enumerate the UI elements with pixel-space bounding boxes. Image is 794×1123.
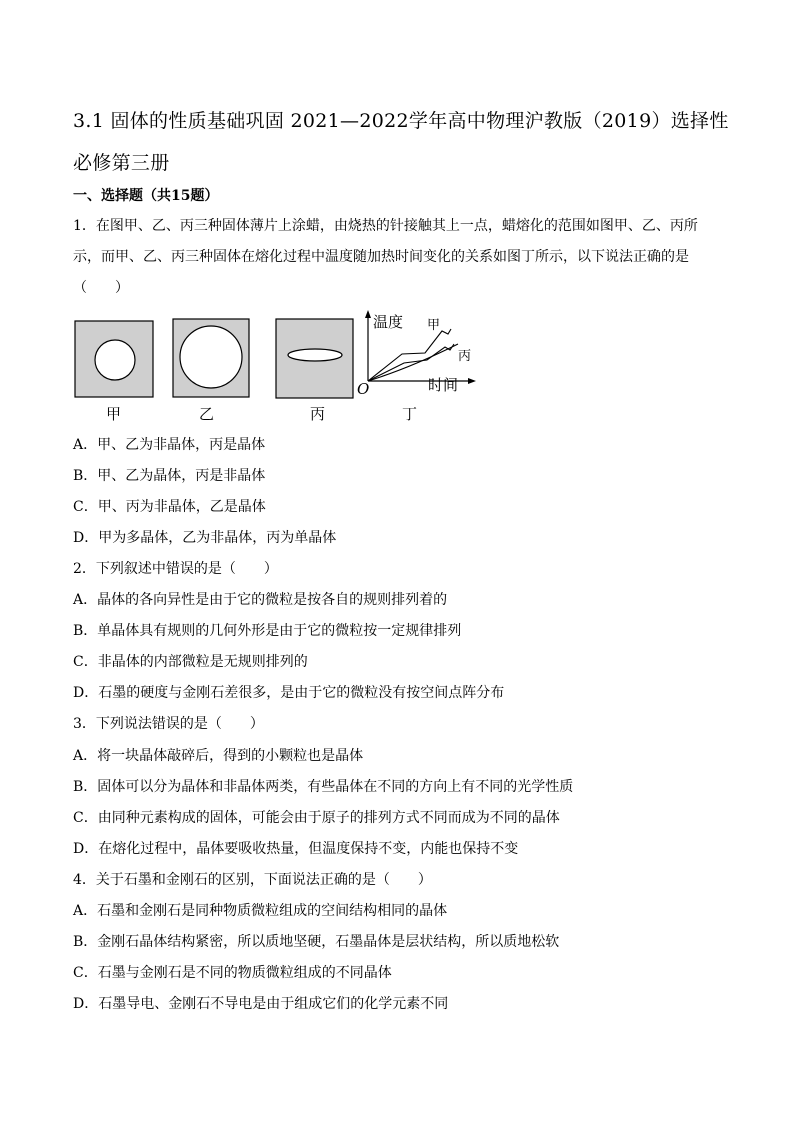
q2-option-c: C．非晶体的内部微粒是无规则排列的: [73, 654, 308, 670]
q3-option-a: A．将一块晶体敲碎后，得到的小颗粒也是晶体: [73, 748, 364, 764]
x-axis-arrow: [468, 378, 476, 384]
q3-option-c: C．由同种元素构成的固体，可能会由于原子的排列方式不同而成为不同的晶体: [73, 810, 560, 826]
question-3-stem: 3．下列说法错误的是（ ）: [73, 716, 264, 732]
question-1-stem: 1．在图甲、乙、丙三种固体薄片上涂蜡，由烧热的针接触其上一点，蜡熔化的范围如图甲、乙、丙所示，而甲、乙、丙三种固体在熔化过程中温度随加热时间变化的关系如图丁所示，以下说法正确的是（ ）: [73, 218, 698, 296]
melt-ellipse: [288, 349, 342, 361]
figure-label-jia: 甲: [106, 405, 122, 423]
q4-option-d: D．石墨导电、金刚石不导电是由于组成它们的化学元素不同: [73, 996, 449, 1012]
q1-option-a: A．甲、乙为非晶体，丙是晶体: [73, 437, 266, 453]
document-title: 3.1 固体的性质基础巩固 2021—2022学年高中物理沪教版（2019）选择性必修第三册: [73, 110, 729, 174]
q1-option-c: C．甲、丙为非晶体，乙是晶体: [73, 499, 266, 515]
question-1-figure: [70, 310, 500, 425]
melt-circle-small: [95, 340, 135, 380]
q1-option-d: D．甲为多晶体，乙为非晶体，丙为单晶体: [73, 530, 337, 546]
curve-label-bing: 丙: [458, 349, 472, 364]
q4-option-b: B．金刚石晶体结构紧密，所以质地坚硬，石墨晶体是层状结构，所以质地松软: [73, 934, 560, 950]
figure-label-bing: 丙: [310, 405, 326, 423]
section-heading: 一、选择题（共15题）: [73, 188, 219, 204]
question-2-stem: 2．下列叙述中错误的是（ ）: [73, 561, 278, 577]
q3-option-d: D．在熔化过程中，晶体要吸收热量，但温度保持不变，内能也保持不变: [73, 841, 519, 857]
q4-option-c: C．石墨与金刚石是不同的物质微粒组成的不同晶体: [73, 965, 392, 981]
curve-jia: [368, 329, 451, 381]
q1-option-b: B．甲、乙为晶体，丙是非晶体: [73, 468, 266, 484]
origin-label: O: [357, 380, 370, 398]
curve-label-jia: 甲: [427, 318, 441, 333]
q3-option-b: B．固体可以分为晶体和非晶体两类，有些晶体在不同的方向上有不同的光学性质: [73, 779, 574, 795]
q2-option-d: D．石墨的硬度与金刚石差很多，是由于它的微粒没有按空间点阵分布: [73, 685, 505, 701]
figure-label-ding: 丁: [402, 405, 418, 423]
q2-option-a: A．晶体的各向异性是由于它的微粒是按各自的规则排列着的: [73, 592, 448, 608]
y-axis-arrow: [365, 310, 371, 318]
q2-option-b: B．单晶体具有规则的几何外形是由于它的微粒按一定规律排列: [73, 623, 462, 639]
figure-label-yi: 乙: [199, 405, 215, 423]
y-axis-label: 温度: [373, 313, 404, 331]
question-4-stem: 4．关于石墨和金刚石的区别，下面说法正确的是（ ）: [73, 872, 432, 888]
x-axis-label: 时间: [428, 376, 459, 394]
melt-circle-large: [180, 326, 242, 388]
q4-option-a: A．石墨和金刚石是同种物质微粒组成的空间结构相同的晶体: [73, 903, 448, 919]
